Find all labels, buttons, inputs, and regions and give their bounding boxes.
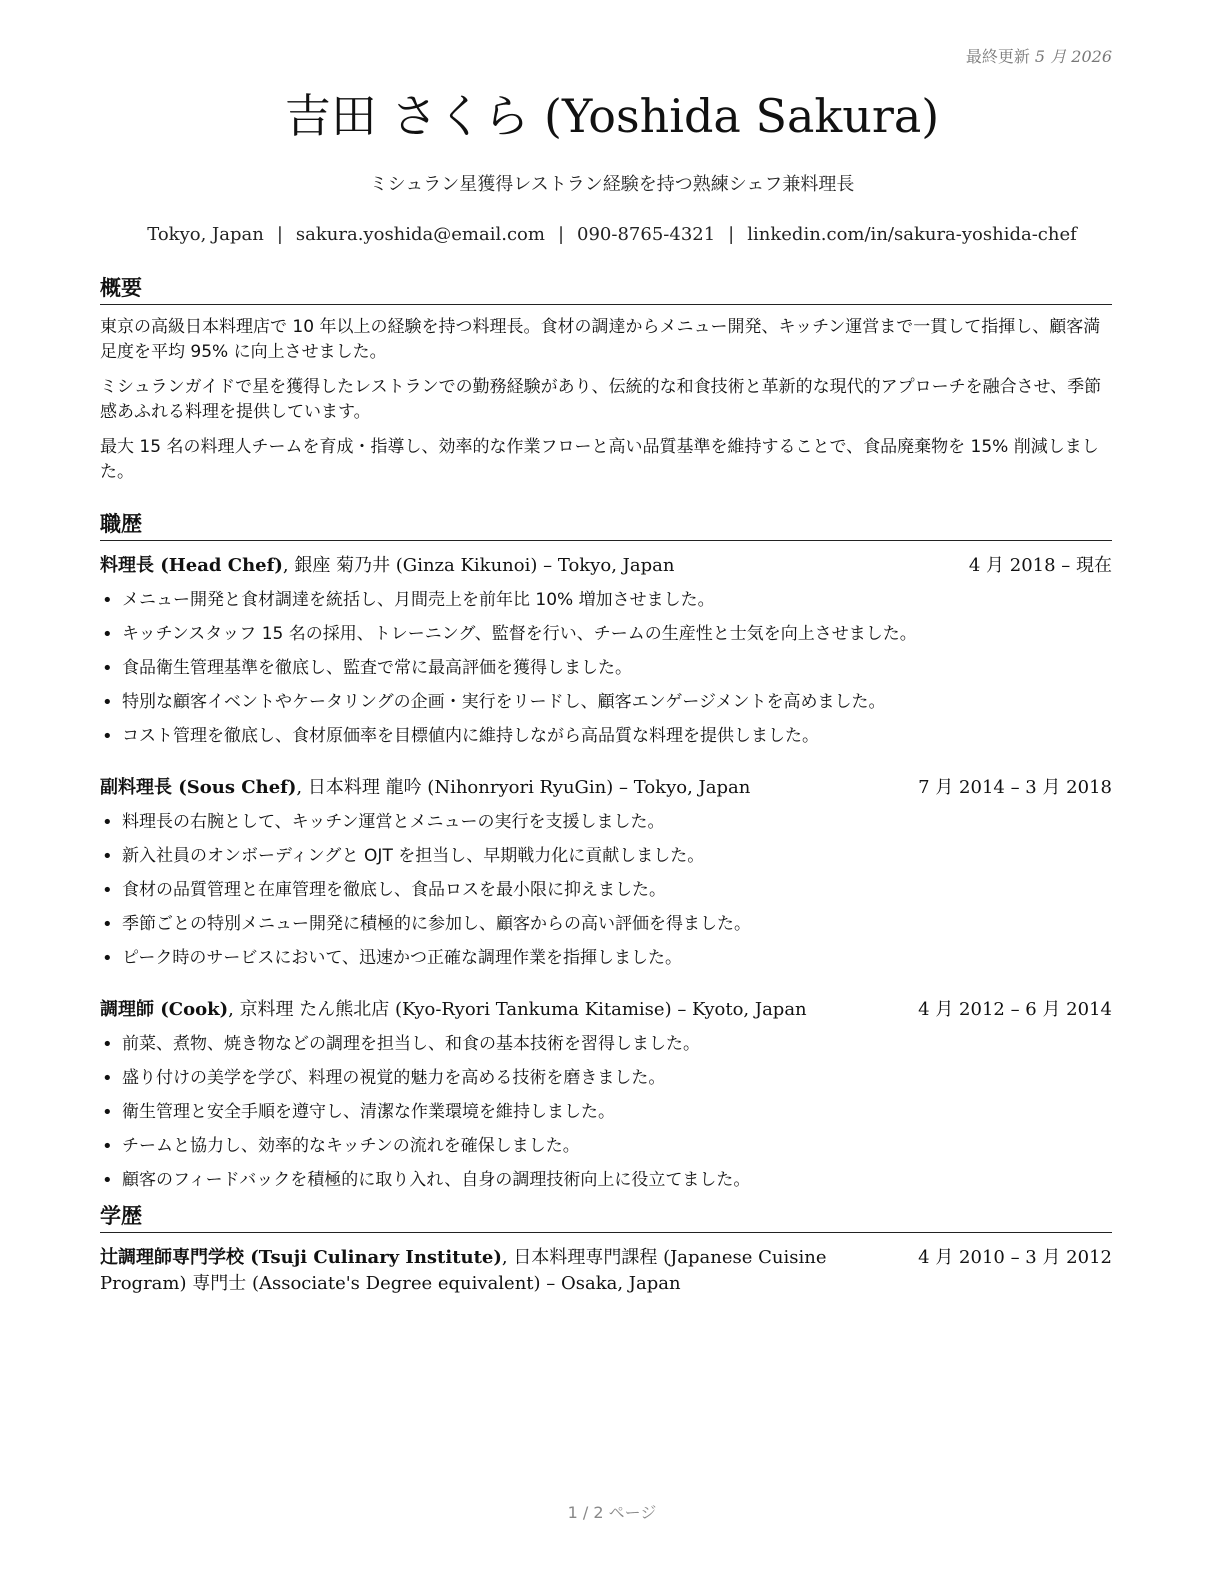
job-bullet: • ピーク時のサービスにおいて、迅速かつ正確な調理作業を指揮しました。 (100, 946, 1112, 971)
contact-linkedin[interactable]: linkedin.com/in/sakura-yoshida-chef (747, 224, 1077, 245)
contact-email[interactable]: sakura.yoshida@email.com (295, 224, 545, 245)
tagline: ミシュラン星獲得レストラン経験を持つ熟練シェフ兼料理長 (369, 174, 855, 195)
education-program-cont: Program) 専門士 (Associate's Degree equivalent) – Osaka, Japan (100, 1273, 681, 1294)
education-program: 日本料理専門課程 (Japanese Cuisine (513, 1247, 827, 1268)
summary-paragraph: ミシュランガイドで星を獲得したレストランでの勤務経験があり、伝統的な和食技術と革新的な現代的アプローチを融合させ、季節感あふれる料理を提供しています。 (100, 377, 1102, 422)
job-bullet: • 新入社員のオンボーディングと OJT を担当し、早期戦力化に貢献しました。 (100, 844, 1112, 869)
experience-section (100, 510, 1112, 1193)
summary-section (100, 274, 1112, 485)
job-dates: 4 月 2018 – 現在 (968, 555, 1112, 576)
last-updated-label: 最終更新 (965, 47, 1030, 66)
candidate-name: 吉田 さくら (Yoshida Sakura) (284, 89, 940, 143)
job-role: 副料理長 (Sous Chef) (100, 777, 297, 798)
job-bullets (100, 588, 1112, 749)
job-role: 料理長 (Head Chef) (100, 555, 283, 576)
job-bullets (100, 1032, 1112, 1193)
job-bullet: • キッチンスタッフ 15 名の採用、トレーニング、監督を行い、チームの生産性と士気を向上させました。 (100, 622, 1112, 647)
education-school: 辻調理師専門学校 (Tsuji Culinary Institute) (100, 1247, 502, 1268)
last-updated (966, 44, 1112, 67)
job-bullet: • 食品衛生管理基準を徹底し、監査で常に最高評価を獲得しました。 (100, 656, 1112, 681)
contact-separator: | (276, 224, 283, 245)
education-dates: 4 月 2010 – 3 月 2012 (918, 1247, 1112, 1268)
last-updated-date: 5 月 2026 (1034, 47, 1112, 66)
job-header: 料理長 (Head Chef), 銀座 菊乃井 (Ginza Kikunoi) – Tokyo, Japan 4 月 2018 – 現在 (100, 553, 1112, 579)
job-entry (100, 997, 1112, 1193)
job-bullet: • コスト管理を徹底し、食材原価率を目標値内に維持しながら高品質な料理を提供しました。 (100, 724, 1112, 749)
job-bullet: • 衛生管理と安全手順を遵守し、清潔な作業環境を維持しました。 (100, 1100, 1112, 1125)
education-section (100, 1202, 1112, 1297)
job-employer: 銀座 菊乃井 (Ginza Kikunoi) – Tokyo, Japan (294, 555, 675, 576)
job-bullet: • 季節ごとの特別メニュー開発に積極的に参加し、顧客からの高い評価を得ました。 (100, 912, 1112, 937)
job-dates: 7 月 2014 – 3 月 2018 (918, 777, 1112, 798)
job-employer: 日本料理 龍吟 (Nihonryori RyuGin) – Tokyo, Japan (307, 777, 751, 798)
job-bullet: • 顧客のフィードバックを積極的に取り入れ、自身の調理技術向上に役立てました。 (100, 1168, 1112, 1193)
job-dates: 4 月 2012 – 6 月 2014 (918, 999, 1112, 1020)
contact-separator: | (557, 224, 565, 245)
page-footer: 1 / 2 ページ (567, 1503, 657, 1522)
job-bullet: • 盛り付けの美学を学び、料理の視覚的魅力を高める技術を磨きました。 (100, 1066, 1112, 1091)
job-header: 調理師 (Cook), 京料理 たん熊北店 (Kyo-Ryori Tankuma Kitamise) – Kyoto, Japan 4 月 2012 – 6 月 2014 (100, 997, 1112, 1023)
job-header: 副料理長 (Sous Chef), 日本料理 龍吟 (Nihonryori RyuGin) – Tokyo, Japan 7 月 2014 – 3 月 2018 (100, 775, 1112, 801)
job-bullet: • 料理長の右腕として、キッチン運営とメニューの実行を支援しました。 (100, 810, 1112, 835)
job-bullet: • メニュー開発と食材調達を統括し、月間売上を前年比 10% 増加させました。 (100, 588, 1112, 613)
job-bullet: • 前菜、煮物、焼き物などの調理を担当し、和食の基本技術を習得しました。 (100, 1032, 1112, 1057)
education-header: 辻調理師専門学校 (Tsuji Culinary Institute), 日本料理専門課程 (Japanese Cuisine Program) 専門士 (Associate's Degree equivalent) – Osaka, Japan 4 月 2010 – 3 月 2012 (100, 1245, 1112, 1297)
contact-phone: 090-8765-4321 (577, 224, 716, 245)
summary-paragraph: 最大 15 名の料理人チームを育成・指導し、効率的な作業フローと高い品質基準を維持することで、食品廃棄物を 15% 削減しました。 (100, 437, 1099, 482)
job-bullet: • チームと協力し、効率的なキッチンの流れを確保しました。 (100, 1134, 1112, 1159)
contact-line (0, 224, 1224, 245)
job-employer: 京料理 たん熊北店 (Kyo-Ryori Tankuma Kitamise) – Kyoto, Japan (239, 999, 807, 1020)
job-entry (100, 775, 1112, 971)
job-bullet: • 食材の品質管理と在庫管理を徹底し、食品ロスを最小限に抑えました。 (100, 878, 1112, 903)
section-title-summary: 概要 (100, 274, 1112, 305)
contact-location: Tokyo, Japan (147, 224, 264, 245)
contact-separator: | (728, 224, 735, 245)
job-bullet: • 特別な顧客イベントやケータリングの企画・実行をリードし、顧客エンゲージメントを高めました。 (100, 690, 1112, 715)
job-bullets (100, 810, 1112, 971)
section-title-education: 学歴 (100, 1202, 1112, 1233)
section-title-experience: 職歴 (100, 510, 1112, 541)
job-entry (100, 553, 1112, 749)
education-entry (100, 1245, 1112, 1297)
summary-paragraph: 東京の高級日本料理店で 10 年以上の経験を持つ料理長。食材の調達からメニュー開発、キッチン運営まで一貫して指揮し、顧客満足度を平均 95% に向上させました。 (100, 317, 1101, 362)
job-role: 調理師 (Cook) (100, 999, 229, 1020)
